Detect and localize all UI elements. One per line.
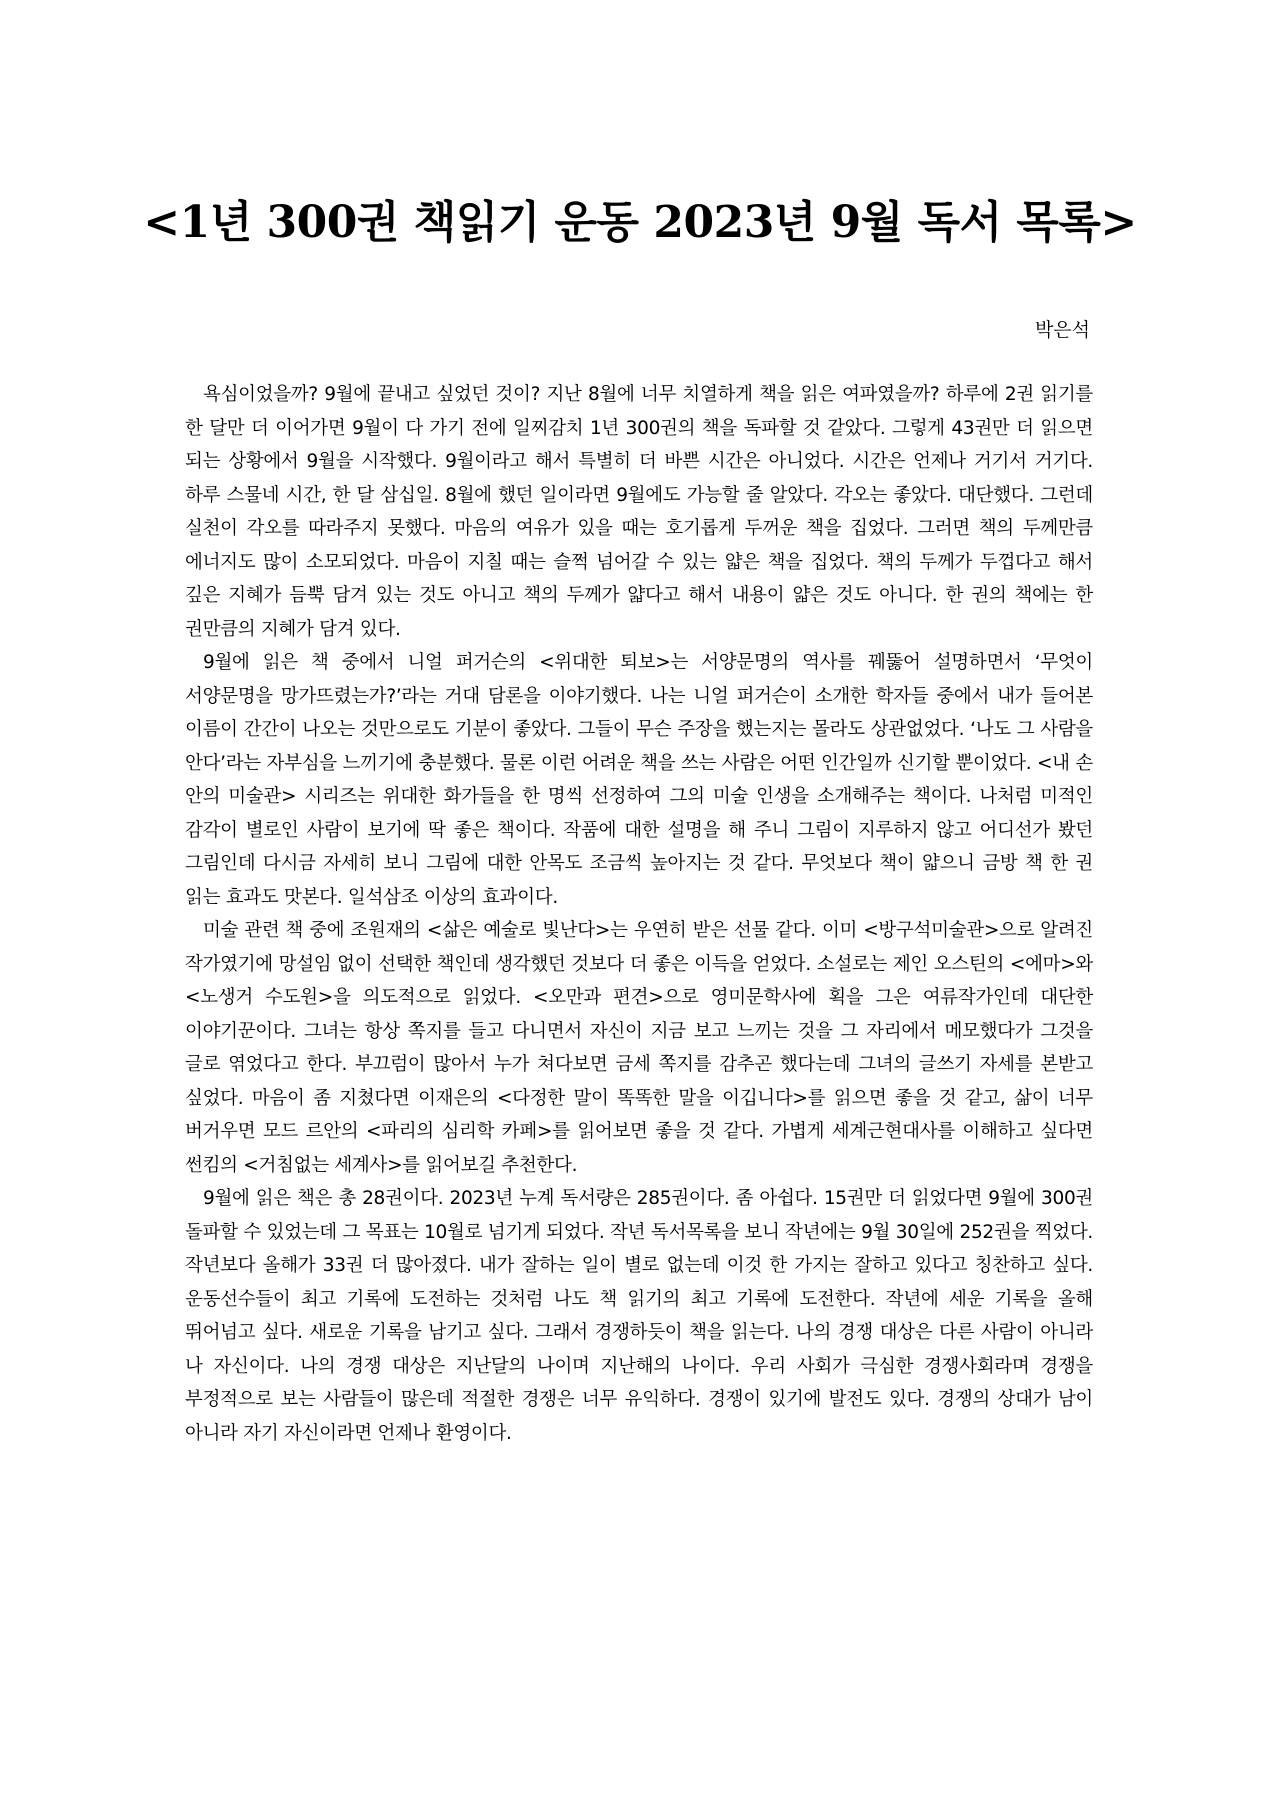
- paragraph-1: 욕심이었을까? 9월에 끝내고 싶었던 것이? 지난 8월에 너무 치열하게 책을 읽은 여파였을까? 하루에 2권 읽기를 한 달만 더 이어가면 9월이 다 가기 전에 일찌감치 1년 300권의 책을 독파할 것 같았다. 그렇게 43권만 더 읽으면 되는 상황에서 9월을 시작했다. 9월이라고 해서 특별히 더 바쁜 시간은 아니었다. 시간은 언제나 거기서 거기다. 하루 스물네 시간, 한 달 삼십일. 8월에 했던 일이라면 9월에도 가능할 줄 알았다. 각오는 좋았다. 대단했다. 그런데 실천이 각오를 따라주지 못했다. 마음의 여유가 있을 때는 호기롭게 두꺼운 책을 집었다. 그러면 책의 두께만큼 에너지도 많이 소모되었다. 마음이 지칠 때는 슬쩍 넘어갈 수 있는 얇은 책을 집었다. 책의 두께가 두껍다고 해서 깊은 지혜가 듬뿍 담겨 있는 것도 아니고 책의 두께가 얇다고 해서 내용이 얇은 것도 아니다. 한 권의 책에는 한 권만큼의 지혜가 담겨 있다.: [185, 384, 1093, 640]
- document-body: [185, 378, 1093, 1450]
- document-title: <1년 300권 책읽기 운동 2023년 9월 독서 목록>: [143, 197, 1137, 248]
- author-name: 박은석: [1034, 319, 1090, 341]
- paragraph-2: 9월에 읽은 책 중에서 니얼 퍼거슨의 <위대한 퇴보>는 서양문명의 역사를 꿰뚫어 설명하면서 ‘무엇이 서양문명을 망가뜨렸는가?’라는 거대 담론을 이야기했다. 나는 니얼 퍼거슨이 소개한 학자들 중에서 내가 들어본 이름이 간간이 나오는 것만으로도 기분이 좋았다. 그들이 무슨 주장을 했는지는 몰라도 상관없었다. ‘나도 그 사람을 안다’라는 자부심을 느끼기에 충분했다. 물론 이런 어려운 책을 쓰는 사람은 어떤 인간일까 신기할 뿐이었다. <내 손 안의 미술관> 시리즈는 위대한 화가들을 한 명씩 선정하여 그의 미술 인생을 소개해주는 책이다. 나처럼 미적인 감각이 별로인 사람이 보기에 딱 좋은 책이다. 작품에 대한 설명을 해 주니 그림이 지루하지 않고 어디선가 봤던 그림인데 다시금 자세히 보니 그림에 대한 안목도 조금씩 높아지는 것 같다. 무엇보다 책이 얇으니 금방 책 한 권 읽는 효과도 맛본다. 일석삼조 이상의 효과이다.: [185, 652, 1093, 908]
- paragraph-3: 미술 관련 책 중에 조원재의 <삶은 예술로 빛난다>는 우연히 받은 선물 같다. 이미 <방구석미술관>으로 알려진 작가였기에 망설임 없이 선택한 책인데 생각했던 것보다 더 좋은 이득을 얻었다. 소설로는 제인 오스틴의 <에마>와 <노생거 수도원>을 의도적으로 읽었다. <오만과 편견>으로 영미문학사에 획을 그은 여류작가인데 대단한 이야기꾼이다. 그녀는 항상 쪽지를 들고 다니면서 자신이 지금 보고 느끼는 것을 그 자리에서 메모했다가 그것을 글로 엮었다고 한다. 부끄럼이 많아서 누가 쳐다보면 금세 쪽지를 감추곤 했다는데 그녀의 글쓰기 자세를 본받고 싶었다. 마음이 좀 지쳤다면 이재은의 <다정한 말이 똑똑한 말을 이깁니다>를 읽으면 좋을 것 같고, 삶이 너무 버거우면 모드 르안의 <파리의 심리학 카페>를 읽어보면 좋을 것 같다. 가볍게 세계근현대사를 이해하고 싶다면 썬킴의 <거침없는 세계사>를 읽어보길 추천한다.: [185, 920, 1093, 1176]
- paragraph-4: 9월에 읽은 책은 총 28권이다. 2023년 누계 독서량은 285권이다. 좀 아쉽다. 15권만 더 읽었다면 9월에 300권 돌파할 수 있었는데 그 목표는 10월로 넘기게 되었다. 작년 독서목록을 보니 작년에는 9월 30일에 252권을 찍었다. 작년보다 올해가 33권 더 많아졌다. 내가 잘하는 일이 별로 없는데 이것 한 가지는 잘하고 있다고 칭찬하고 싶다. 운동선수들이 최고 기록에 도전하는 것처럼 나도 책 읽기의 최고 기록에 도전한다. 작년에 세운 기록을 올해 뛰어넘고 싶다. 새로운 기록을 남기고 싶다. 그래서 경쟁하듯이 책을 읽는다. 나의 경쟁 대상은 다른 사람이 아니라 나 자신이다. 나의 경쟁 대상은 지난달의 나이며 지난해의 나이다. 우리 사회가 극심한 경쟁사회라며 경쟁을 부정적으로 보는 사람들이 많은데 적절한 경쟁은 너무 유익하다. 경쟁이 있기에 발전도 있다. 경쟁의 상대가 남이 아니라 자기 자신이라면 언제나 환영이다.: [185, 1188, 1093, 1444]
